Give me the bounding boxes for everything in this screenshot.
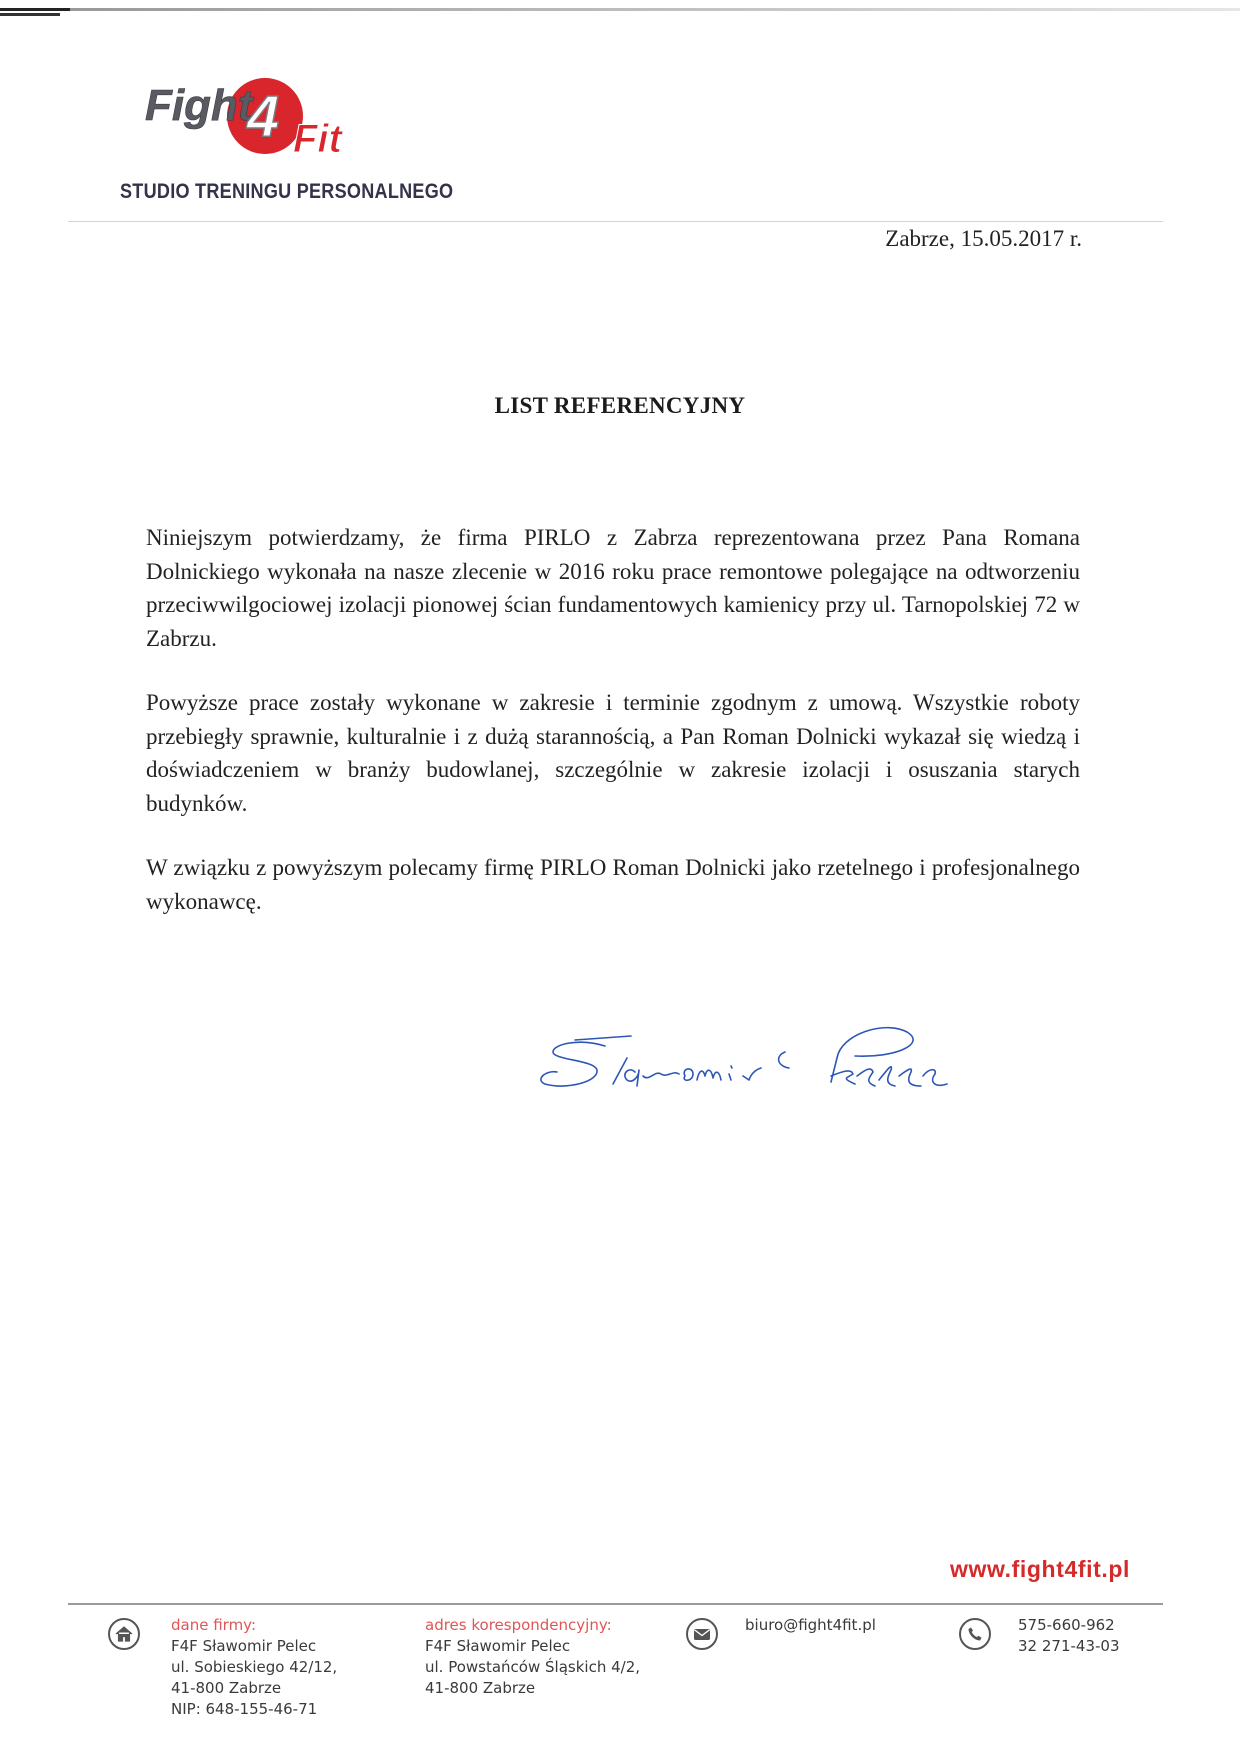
home-icon [108, 1618, 140, 1650]
email-contact [745, 1615, 876, 1636]
phone-icon [959, 1618, 991, 1650]
handwritten-signature [535, 1010, 995, 1120]
envelope-icon [686, 1618, 718, 1650]
logo-tagline: STUDIO TRENINGU PERSONALNEGO [120, 180, 454, 203]
company-line: NIP: 648-155-46-71 [171, 1700, 318, 1718]
footer-divider [68, 1603, 1163, 1605]
company-details-heading: dane firmy: [171, 1616, 257, 1634]
correspondence-line: ul. Powstańców Śląskich 4/2, [425, 1658, 641, 1676]
correspondence-heading: adres korespondencyjny: [425, 1616, 612, 1634]
logo-word-fight: Fight [145, 81, 253, 130]
scan-artifact-line [0, 13, 60, 16]
company-line: ul. Sobieskiego 42/12, [171, 1658, 338, 1676]
letter-date: Zabrze, 15.05.2017 r. [885, 226, 1082, 251]
body-paragraph: Powyższe prace zostały wykonane w zakresie i terminie zgodnym z umową. Wszystkie roboty przebiegły sprawnie, kulturalnie i z dużą starannością, a Pan Roman Dolnicki wykazał się wiedzą i doświadczeniem w branży budowlanej, szczególnie w zakresie izolacji i osuszania starych budynków. [146, 690, 1080, 816]
company-line: F4F Sławomir Pelec [171, 1637, 317, 1655]
company-details [171, 1615, 337, 1720]
logo-word-fit: Fit [293, 117, 342, 160]
correspondence-line: F4F Sławomir Pelec [425, 1637, 571, 1655]
header-divider [68, 221, 1163, 222]
letter-footer [0, 1615, 1240, 1745]
body-paragraph: W związku z powyższym polecamy firmę PIRLO Roman Dolnicki jako rzetelnego i profesjonalnego wykonawcę. [146, 855, 1080, 914]
email-address[interactable]: biuro@fight4fit.pl [745, 1616, 876, 1634]
phone-contact [1018, 1615, 1119, 1657]
scan-artifact-line [0, 8, 1240, 11]
phone-number[interactable]: 575-660-962 [1018, 1616, 1115, 1634]
company-line: 41-800 Zabrze [171, 1679, 282, 1697]
logo-numeral-4: 4 [247, 84, 280, 149]
website-link[interactable]: www.fight4fit.pl [950, 1556, 1130, 1582]
document-title: LIST REFERENCYJNY [494, 393, 746, 418]
company-logo [143, 70, 413, 160]
correspondence-line: 41-800 Zabrze [425, 1679, 536, 1697]
body-paragraph: Niniejszym potwierdzamy, że firma PIRLO z Zabrza reprezentowana przez Pana Romana Dolnickiego wykonała na nasze zlecenie w 2016 roku prace remontowe polegające na odtworzeniu przeciwwilgociowej izolacji pionowej ścian fundamentowych kamienicy przy ul. Tarnopolskiej 72 w Zabrzu. [146, 525, 1080, 651]
letter-body [146, 521, 1080, 949]
correspondence-address [425, 1615, 640, 1699]
phone-number[interactable]: 32 271-43-03 [1018, 1637, 1120, 1655]
